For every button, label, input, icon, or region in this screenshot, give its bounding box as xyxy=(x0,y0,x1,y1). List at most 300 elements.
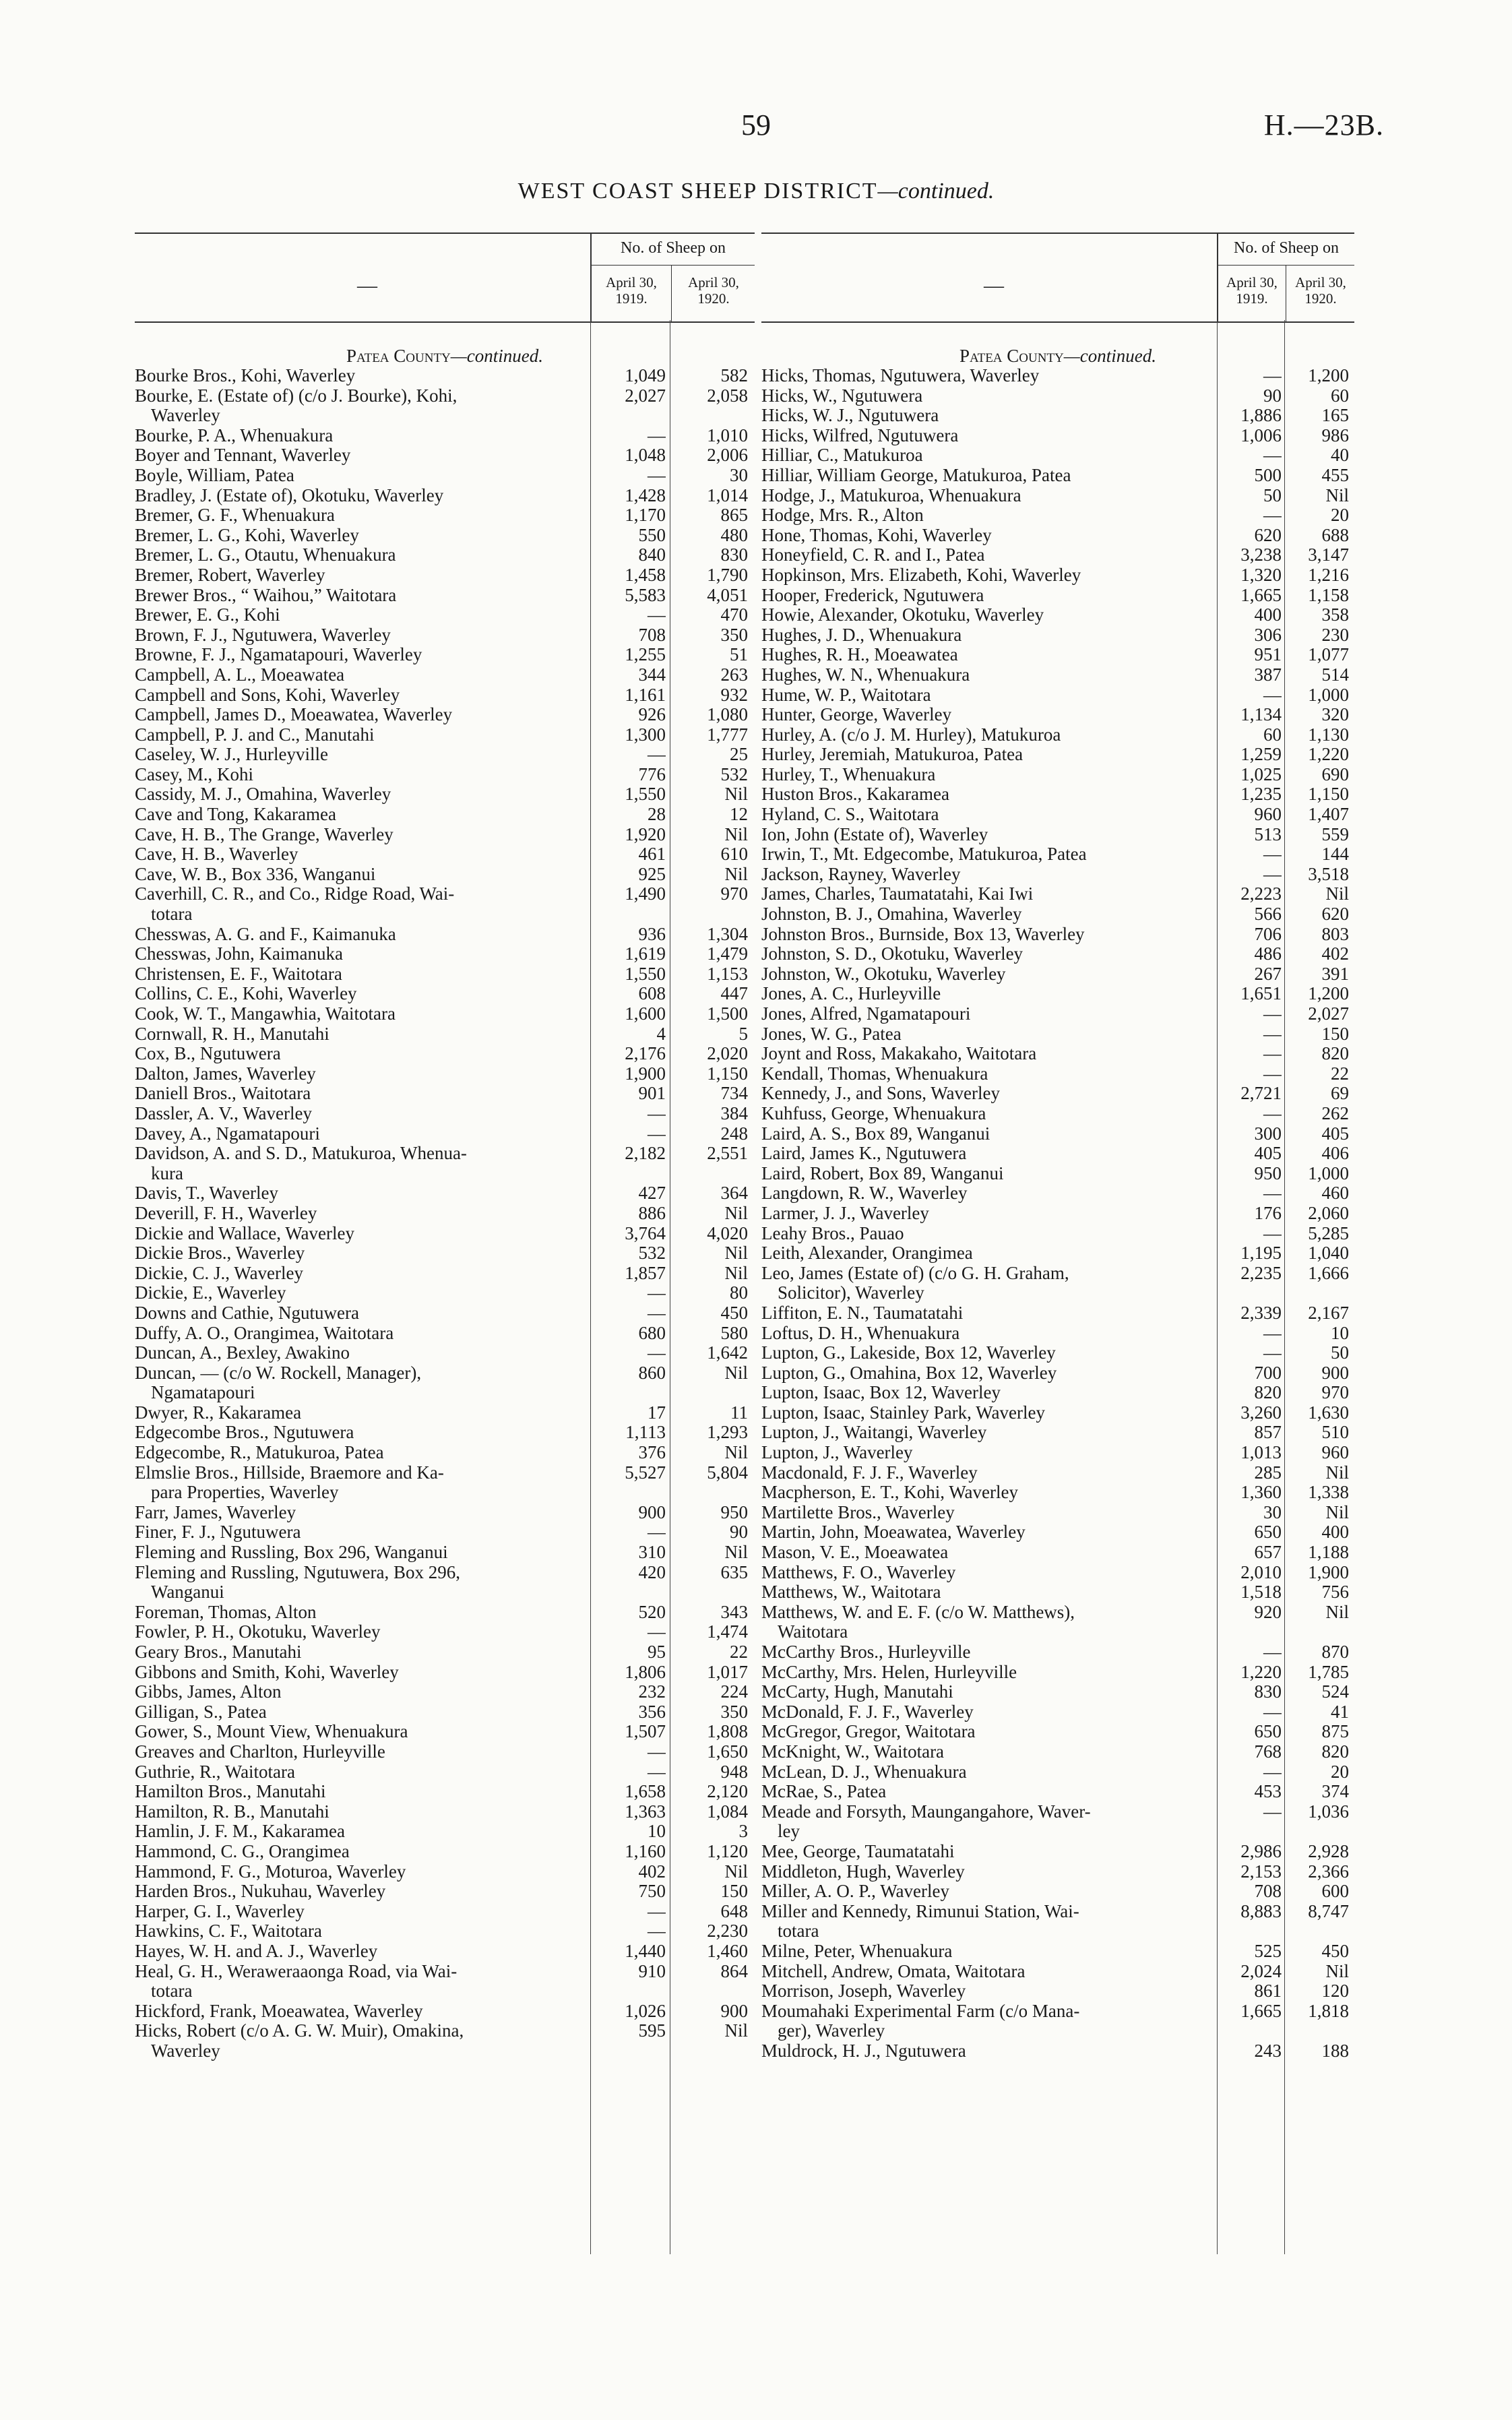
table-row xyxy=(761,586,1354,606)
holder-name-line: Matthews, W., Waitotara xyxy=(761,1582,941,1603)
holder-name-line: Farr, James, Waverley xyxy=(135,1502,296,1522)
holder-name-line: Cave, H. B., The Grange, Waverley xyxy=(135,824,393,844)
sheep-1919: — xyxy=(1263,366,1282,385)
sheep-1920: 1,130 xyxy=(1308,724,1349,745)
sheep-1919: — xyxy=(1263,1063,1282,1084)
sheep-1920: 40 xyxy=(1331,445,1349,466)
table-row xyxy=(761,1882,1354,1902)
sheep-1920: 900 xyxy=(1321,1363,1349,1383)
holder-name-line: Harden Bros., Nukuhau, Waverley xyxy=(135,1882,386,1902)
sheep-1919: 650 xyxy=(1254,1522,1282,1543)
holder-name-line: Hamilton, R. B., Manutahi xyxy=(135,1801,329,1822)
table-row xyxy=(761,1722,1354,1742)
table-row xyxy=(761,1842,1354,1862)
sheep-1919: 1,170 xyxy=(625,505,666,526)
sheep-1919: 1,658 xyxy=(625,1782,666,1802)
holder-name-line: Joynt and Ross, Makakaho, Waitotara xyxy=(761,1044,1037,1064)
sheep-1919: — xyxy=(648,1762,666,1782)
sheep-1919: 1,665 xyxy=(1240,2001,1282,2021)
holder-name xyxy=(761,1962,1217,1982)
sheep-1920: 405 xyxy=(1321,1123,1349,1144)
holder-name-line: Hicks, W. J., Ngutuwera xyxy=(761,406,939,426)
holder-name-line: Laird, A. S., Box 89, Wanganui xyxy=(761,1123,990,1144)
sheep-1920: 1,014 xyxy=(707,485,748,505)
holder-name-continuation: Solicitor), Waverley xyxy=(778,1282,924,1303)
holder-name xyxy=(761,865,1217,885)
holder-name-line: Dassler, A. V., Waverley xyxy=(135,1103,312,1123)
table-row xyxy=(135,1782,755,1802)
holder-name-continuation: Ngamatapouri xyxy=(151,1382,255,1403)
sheep-1920: 350 xyxy=(720,1702,748,1722)
sheep-1920: 582 xyxy=(720,366,748,385)
sheep-1920: 1,077 xyxy=(1308,645,1349,665)
holder-name xyxy=(135,1363,590,1403)
sheep-1919: — xyxy=(648,465,666,485)
sheep-1920: 870 xyxy=(1321,1642,1349,1662)
holder-name-line: Johnston, W., Okotuku, Waverley xyxy=(761,964,1006,984)
holder-name xyxy=(761,1403,1217,1423)
name-column-header: — xyxy=(357,274,377,297)
table-row xyxy=(761,1144,1354,1164)
sheep-1919: 1,900 xyxy=(625,1063,666,1084)
table-row xyxy=(135,1921,755,1942)
holder-name xyxy=(135,844,590,865)
holder-name xyxy=(135,1762,590,1782)
county-name: Patea County xyxy=(346,346,451,366)
holder-name xyxy=(761,1862,1217,1882)
table-row xyxy=(135,884,755,924)
sheep-1919: 2,153 xyxy=(1240,1861,1282,1882)
holder-name xyxy=(761,1603,1217,1642)
holder-name-line: Larmer, J. J., Waverley xyxy=(761,1203,929,1223)
holder-name xyxy=(761,884,1217,904)
sheep-1919: 910 xyxy=(638,1961,666,1981)
table-row xyxy=(135,386,755,426)
sheep-1920: 803 xyxy=(1321,924,1349,944)
sheep-1920: 8,747 xyxy=(1308,1901,1349,1921)
sheep-1919: — xyxy=(1263,1762,1282,1782)
table-row xyxy=(135,984,755,1004)
holder-name-line: Duncan, — (c/o W. Rockell, Manager), xyxy=(135,1363,422,1383)
table-row xyxy=(761,1183,1354,1204)
holder-name xyxy=(135,765,590,785)
table-row xyxy=(761,1004,1354,1024)
holder-name-line: Mitchell, Andrew, Omata, Waitotara xyxy=(761,1961,1026,1981)
holder-name-line: Laird, Robert, Box 89, Wanganui xyxy=(761,1163,1004,1183)
table-row xyxy=(761,1463,1354,1483)
holder-name xyxy=(135,984,590,1004)
sheep-1920: 460 xyxy=(1321,1183,1349,1204)
sheep-1920: 2,006 xyxy=(707,445,748,466)
holder-name xyxy=(135,1204,590,1224)
sheep-1920: 1,304 xyxy=(707,924,748,944)
holder-name-line: Lupton, Isaac, Stainley Park, Waverley xyxy=(761,1402,1045,1423)
table-row xyxy=(761,386,1354,406)
sheep-1919: 1,160 xyxy=(625,1841,666,1861)
holder-name xyxy=(135,1303,590,1324)
sheep-1919: 700 xyxy=(1254,1363,1282,1383)
holder-name xyxy=(135,1044,590,1064)
sheep-1920: 1,460 xyxy=(707,1941,748,1961)
holder-name-line: Hughes, W. N., Whenuakura xyxy=(761,664,970,685)
holder-name-line: Howie, Alexander, Okotuku, Waverley xyxy=(761,605,1044,625)
holder-name xyxy=(761,466,1217,486)
sheep-1919: 5,583 xyxy=(625,585,666,605)
table-row xyxy=(135,964,755,985)
sheep-1920: 384 xyxy=(720,1103,748,1123)
table-row xyxy=(761,1264,1354,1303)
sheep-1919: 2,721 xyxy=(1240,1084,1282,1104)
table-row xyxy=(761,725,1354,745)
sheep-1919: 1,235 xyxy=(1240,784,1282,805)
holder-name xyxy=(761,1423,1217,1443)
sheep-1919: 1,161 xyxy=(625,685,666,705)
holder-name xyxy=(761,1443,1217,1463)
holder-name-line: Davis, T., Waverley xyxy=(135,1183,279,1204)
table-row xyxy=(761,964,1354,985)
holder-name xyxy=(761,964,1217,985)
sheep-1920: 30 xyxy=(730,465,748,485)
sheep-1919: 2,223 xyxy=(1240,884,1282,904)
sheep-1919: 285 xyxy=(1254,1462,1282,1483)
table-row xyxy=(135,1423,755,1443)
holder-name xyxy=(135,1243,590,1264)
sheep-1920: 900 xyxy=(720,2001,748,2021)
sheep-1919: 550 xyxy=(638,525,666,545)
table-row xyxy=(761,665,1354,685)
sheep-1920: Nil xyxy=(724,1243,748,1264)
sheep-1920: 559 xyxy=(1321,824,1349,844)
holder-name-line: Harper, G. I., Waverley xyxy=(135,1901,305,1921)
sheep-1920: 1,216 xyxy=(1308,565,1349,585)
holder-name-line: Hicks, Thomas, Ngutuwera, Waverley xyxy=(761,366,1040,385)
sheep-1920: 1,150 xyxy=(707,1063,748,1084)
table-row xyxy=(135,1283,755,1303)
holder-name xyxy=(135,825,590,845)
holder-name-line: Campbell, P. J. and C., Manutahi xyxy=(135,724,375,745)
sheep-1919: 306 xyxy=(1254,625,1282,645)
table-row xyxy=(761,884,1354,904)
holder-name xyxy=(761,565,1217,586)
holder-name-line: Loftus, D. H., Whenuakura xyxy=(761,1323,960,1343)
sheep-1919: — xyxy=(648,1901,666,1921)
holder-name-line: McCarthy Bros., Hurleyville xyxy=(761,1642,971,1662)
holder-name-line: Downs and Cathie, Ngutuwera xyxy=(135,1303,359,1323)
table-row xyxy=(135,1104,755,1124)
holder-name-line: Jones, Alfred, Ngamatapouri xyxy=(761,1004,971,1024)
year-1919-header: April 30, 1919. xyxy=(606,274,657,307)
holder-name xyxy=(761,1802,1217,1842)
table-row xyxy=(135,844,755,865)
sheep-1919: 2,024 xyxy=(1240,1961,1282,1981)
table-row xyxy=(135,1204,755,1224)
sheep-1919: — xyxy=(648,1283,666,1303)
sheep-1920: 402 xyxy=(1321,944,1349,964)
holder-name xyxy=(761,1324,1217,1344)
holder-name xyxy=(135,445,590,466)
holder-name xyxy=(135,665,590,685)
sheep-1920: 970 xyxy=(1321,1383,1349,1403)
holder-name-line: Cassidy, M. J., Omahina, Waverley xyxy=(135,784,391,805)
holder-name-line: Hilliar, C., Matukuroa xyxy=(761,445,923,466)
table-row xyxy=(135,445,755,466)
sheep-1920: 2,366 xyxy=(1308,1861,1349,1882)
sheep-1920: 450 xyxy=(1321,1941,1349,1961)
table-row xyxy=(761,1243,1354,1264)
holder-name xyxy=(761,1663,1217,1683)
holder-name xyxy=(135,1742,590,1762)
holder-name xyxy=(135,2021,590,2061)
sheep-1919: 1,255 xyxy=(625,645,666,665)
holder-name-line: Kennedy, J., and Sons, Waverley xyxy=(761,1084,1001,1104)
sheep-1920: 620 xyxy=(1321,904,1349,925)
holder-name-line: Dickie, E., Waverley xyxy=(135,1283,286,1303)
holder-name xyxy=(761,765,1217,785)
sheep-1920: 635 xyxy=(720,1562,748,1582)
sheep-1920: 20 xyxy=(1331,1762,1349,1782)
holder-name xyxy=(135,1443,590,1463)
name-column-header: — xyxy=(984,274,1004,297)
holder-name-line: Johnston, S. D., Okotuku, Waverley xyxy=(761,944,1023,964)
sheep-1919: 860 xyxy=(638,1363,666,1383)
table-row xyxy=(761,1044,1354,1064)
sheep-1920: 1,000 xyxy=(1308,1163,1349,1183)
table-row xyxy=(135,1522,755,1543)
table-row xyxy=(761,1663,1354,1683)
holder-name xyxy=(761,1044,1217,1064)
sheep-1919: 820 xyxy=(1254,1383,1282,1403)
sheep-1920: Nil xyxy=(724,864,748,884)
sheep-1920: 1,010 xyxy=(707,425,748,445)
sheep-group-label: No. of Sheep on xyxy=(1234,239,1339,257)
holder-name-line: Hicks, Robert (c/o A. G. W. Muir), Omakina, xyxy=(135,2021,464,2041)
holder-name xyxy=(761,1463,1217,1483)
holder-name xyxy=(761,1264,1217,1303)
table-row xyxy=(761,505,1354,526)
sheep-1919: 595 xyxy=(638,2021,666,2041)
table-row xyxy=(761,426,1354,446)
holder-name xyxy=(135,784,590,805)
sheep-1919: 176 xyxy=(1254,1203,1282,1223)
page-title xyxy=(0,179,1512,204)
holder-name xyxy=(761,1343,1217,1363)
sheep-1919: 95 xyxy=(648,1642,666,1662)
sheep-1920: 2,058 xyxy=(707,385,748,406)
table-row xyxy=(135,586,755,606)
holder-name-line: James, Charles, Taumatatahi, Kai Iwi xyxy=(761,884,1034,904)
holder-name-line: Geary Bros., Manutahi xyxy=(135,1642,302,1662)
sheep-1919: 1,458 xyxy=(625,565,666,585)
holder-name xyxy=(135,1543,590,1563)
sheep-1919: 453 xyxy=(1254,1782,1282,1802)
table-row xyxy=(135,565,755,586)
sheep-1920: Nil xyxy=(1325,1502,1349,1522)
holder-name-line: Cook, W. T., Mangawhia, Waitotara xyxy=(135,1004,396,1024)
sheep-1920: 1,200 xyxy=(1308,366,1349,385)
sheep-1920: 90 xyxy=(730,1522,748,1543)
sheep-1920: 358 xyxy=(1321,605,1349,625)
sheep-1920: 450 xyxy=(720,1303,748,1323)
holder-name xyxy=(135,1663,590,1683)
sheep-1920: 1,080 xyxy=(707,705,748,725)
holder-name xyxy=(761,685,1217,706)
holder-name-line: Dickie Bros., Waverley xyxy=(135,1243,305,1264)
year-1920-header: April 30, 1920. xyxy=(688,274,739,307)
holder-name xyxy=(761,1543,1217,1563)
holder-name-line: Hurley, T., Whenuakura xyxy=(761,764,936,784)
holder-name xyxy=(761,445,1217,466)
holder-name-line: Finer, F. J., Ngutuwera xyxy=(135,1522,301,1543)
sheep-1920: 400 xyxy=(1321,1522,1349,1543)
table-row xyxy=(135,745,755,765)
holder-name-line: Cave, W. B., Box 336, Wanganui xyxy=(135,864,376,884)
holder-name-line: Lupton, G., Lakeside, Box 12, Waverley xyxy=(761,1343,1056,1363)
holder-name-line: Miller, A. O. P., Waverley xyxy=(761,1882,949,1902)
holder-name-line: Collins, C. E., Kohi, Waverley xyxy=(135,984,357,1004)
holder-name xyxy=(761,505,1217,526)
sheep-1920: 756 xyxy=(1321,1582,1349,1603)
sheep-1919: — xyxy=(1263,505,1282,526)
table-row xyxy=(761,765,1354,785)
holder-name-line: McKnight, W., Waitotara xyxy=(761,1741,945,1762)
holder-name xyxy=(761,1702,1217,1723)
table-row xyxy=(135,1264,755,1284)
table-row xyxy=(761,1981,1354,2002)
holder-name xyxy=(761,406,1217,426)
holder-name xyxy=(135,386,590,426)
sheep-1919: 2,176 xyxy=(625,1044,666,1064)
holder-name-line: Edgecombe, R., Matukuroa, Patea xyxy=(135,1443,384,1463)
sheep-1919: 1,220 xyxy=(1240,1662,1282,1682)
sheep-1919: 28 xyxy=(648,805,666,825)
holder-name-line: Milne, Peter, Whenuakura xyxy=(761,1941,953,1961)
sheep-1919: 513 xyxy=(1254,824,1282,844)
holder-name xyxy=(761,1224,1217,1244)
sheep-1920: 734 xyxy=(720,1084,748,1104)
sheep-1919: — xyxy=(1263,1323,1282,1343)
holder-name xyxy=(135,805,590,825)
sheep-1920: Nil xyxy=(724,784,748,805)
holder-name-continuation: totara xyxy=(778,1921,819,1942)
sheep-1920: Nil xyxy=(1325,884,1349,904)
sheep-1919: 960 xyxy=(1254,805,1282,825)
sheep-1920: Nil xyxy=(724,1363,748,1383)
holder-name xyxy=(135,1283,590,1303)
table-row xyxy=(761,1483,1354,1503)
table-row xyxy=(761,1024,1354,1045)
holder-name-line: Hyland, C. S., Waitotara xyxy=(761,805,939,825)
table-row xyxy=(761,745,1354,765)
sheep-1920: 364 xyxy=(720,1183,748,1204)
table-row xyxy=(135,1822,755,1842)
sheep-1920: Nil xyxy=(724,2021,748,2041)
table-right xyxy=(761,232,1354,2254)
holder-name-line: Gower, S., Mount View, Whenuakura xyxy=(135,1722,408,1742)
table-row xyxy=(135,526,755,546)
table-row xyxy=(135,486,755,506)
holder-name-line: Hammond, C. G., Orangimea xyxy=(135,1841,350,1861)
holder-name-line: Hughes, J. D., Whenuakura xyxy=(761,625,962,645)
holder-name-continuation: ley xyxy=(778,1821,800,1842)
sheep-1920: 1,040 xyxy=(1308,1243,1349,1264)
sheep-1919: 4 xyxy=(656,1024,666,1044)
sheep-1920: Nil xyxy=(724,1203,748,1223)
holder-name xyxy=(135,1802,590,1822)
holder-name xyxy=(761,366,1217,386)
sheep-1920: 514 xyxy=(1321,664,1349,685)
holder-name-line: Davidson, A. and S. D., Matukuroa, Whenua- xyxy=(135,1144,467,1164)
table-row xyxy=(135,685,755,706)
table-row xyxy=(761,445,1354,466)
holder-name xyxy=(135,605,590,625)
holder-name-line: Kendall, Thomas, Whenuakura xyxy=(761,1063,988,1084)
sheep-1920: 648 xyxy=(720,1901,748,1921)
holder-name-line: Gilligan, S., Patea xyxy=(135,1702,267,1722)
sheep-1920: 3 xyxy=(738,1822,748,1842)
holder-name-line: Boyle, William, Patea xyxy=(135,465,294,485)
table-body-left xyxy=(135,346,755,2061)
sheep-1919: 402 xyxy=(638,1861,666,1882)
table-row xyxy=(761,944,1354,964)
sheep-1920: Nil xyxy=(724,1861,748,1882)
table-row xyxy=(761,1563,1354,1583)
sheep-1920: 2,551 xyxy=(707,1144,748,1164)
holder-name xyxy=(135,944,590,964)
table-row xyxy=(135,1702,755,1723)
sheep-1919: 1,550 xyxy=(625,784,666,805)
sheep-1920: 986 xyxy=(1321,425,1349,445)
holder-name xyxy=(761,586,1217,606)
sheep-1920: 5,804 xyxy=(707,1462,748,1483)
sheep-1919: 267 xyxy=(1254,964,1282,984)
sheep-1919: 1,025 xyxy=(1240,764,1282,784)
table-row xyxy=(761,1942,1354,1962)
sheep-1919: 405 xyxy=(1254,1144,1282,1164)
holder-name xyxy=(761,1882,1217,1902)
holder-name xyxy=(761,1243,1217,1264)
sheep-1920: 470 xyxy=(720,605,748,625)
sheep-1920: 1,000 xyxy=(1308,685,1349,705)
sheep-1919: 1,026 xyxy=(625,2001,666,2021)
table-row xyxy=(761,784,1354,805)
holder-name xyxy=(761,1084,1217,1104)
holder-name xyxy=(761,1144,1217,1164)
holder-name-line: Dickie and Wallace, Waverley xyxy=(135,1223,355,1243)
holder-name xyxy=(135,466,590,486)
sheep-1920: 5 xyxy=(738,1024,748,1044)
table-row xyxy=(135,1902,755,1922)
sheep-1919: 936 xyxy=(638,924,666,944)
table-row xyxy=(135,1682,755,1702)
table-row xyxy=(135,1762,755,1782)
holder-name xyxy=(135,1962,590,2002)
table-row xyxy=(135,426,755,446)
sheep-1919: — xyxy=(1263,445,1282,466)
table-row xyxy=(761,1124,1354,1144)
sheep-1919: 1,518 xyxy=(1240,1582,1282,1603)
sheep-1920: 1,153 xyxy=(707,964,748,984)
sheep-1919: 5,527 xyxy=(625,1462,666,1483)
sheep-1920: 50 xyxy=(1331,1343,1349,1363)
holder-name xyxy=(761,784,1217,805)
holder-name xyxy=(135,505,590,526)
holder-name-line: Hone, Thomas, Kohi, Waverley xyxy=(761,525,992,545)
table-row xyxy=(761,645,1354,665)
holder-name xyxy=(761,1782,1217,1802)
holder-name-continuation: ger), Waverley xyxy=(778,2020,885,2041)
holder-name-line: Hurley, A. (c/o J. M. Hurley), Matukuroa xyxy=(761,724,1061,745)
table-row xyxy=(761,925,1354,945)
